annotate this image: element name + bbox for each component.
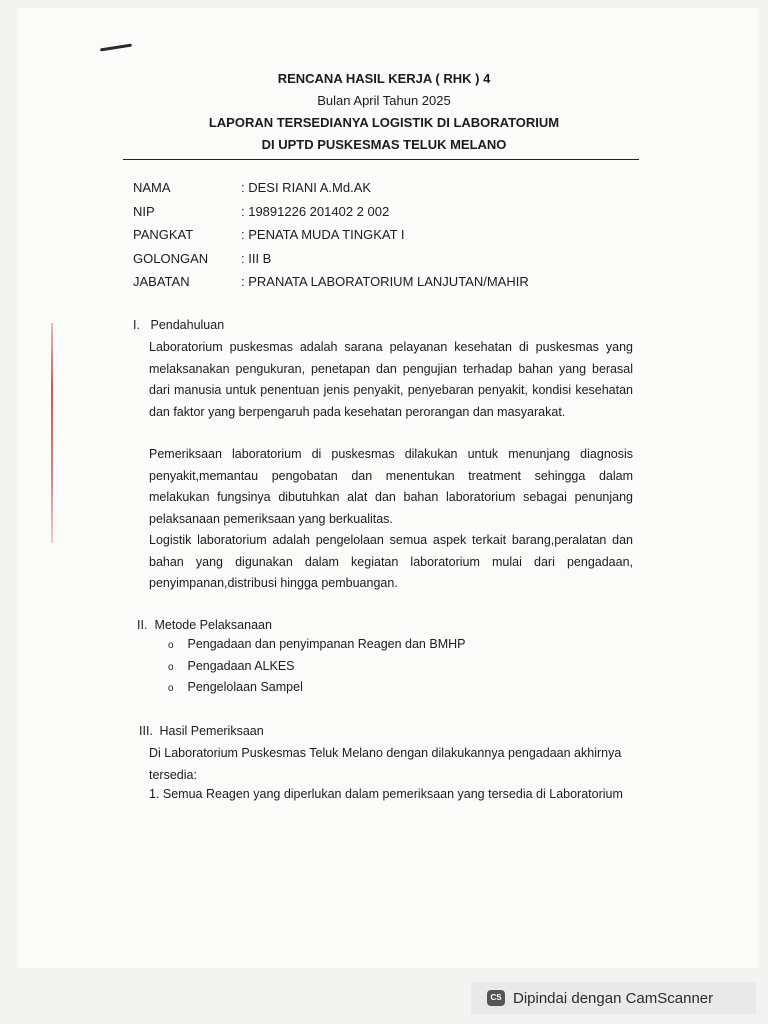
result-item-1: 1. Semua Reagen yang diperlukan dalam pemeriksaan yang tersedia di Laboratorium (149, 787, 623, 801)
method-list (168, 637, 465, 702)
identity-value: : PENATA MUDA TINGKAT I (241, 227, 405, 242)
section-1-heading (133, 318, 224, 332)
camscanner-watermark (471, 982, 756, 1014)
section-3-intro: Di Laboratorium Puskesmas Teluk Melano dengan dilakukannya pengadaan akhirnya tersedia: (149, 746, 622, 782)
report-period: Bulan April Tahun 2025 (317, 93, 451, 108)
section-title: Pendahuluan (150, 318, 225, 332)
identity-value: : III B (241, 250, 272, 266)
section-1-paragraph-3: Logistik laboratorium adalah pengelolaan semua aspek terkait barang,peralatan dan bahan yang digunakan dalam kegiatan laboratorium mulai dari pengadaan, penyimpanan,distribusi hingga pembuangan. (149, 533, 633, 590)
watermark-text: Dipindai dengan CamScanner (513, 989, 714, 1007)
camscanner-logo-icon: CS (487, 990, 505, 1006)
report-title-line3: LAPORAN TERSEDIANYA LOGISTIK DI LABORATORIUM (208, 115, 560, 130)
list-item: o Pengadaan dan penyimpanan Reagen dan BMHP (168, 637, 466, 651)
identity-label: NIP (133, 203, 155, 219)
identity-value: : DESI RIANI A.Md.AK (241, 180, 372, 195)
section-title: Hasil Pemeriksaan (159, 724, 264, 738)
report-title-line1: RENCANA HASIL KERJA ( RHK ) 4 (277, 71, 491, 86)
section-1-paragraph-2: Pemeriksaan laboratorium di puskesmas dilakukan untuk menunjang diagnosis penyakit,memantau pengobatan dan menentukan treatment sehingga dalam melakukan fungsinya dibutuhkan alat dan bahan laboratorium sebagai penunjang pelaksanaan pemeriksaan yang berkualitas. (149, 447, 633, 526)
section-1-paragraph-1: Laboratorium puskesmas adalah sarana pelayanan kesehatan di puskesmas yang melaksanakan pengukuran, penetapan dan pengujian terhadap bahan yang berasal dari manusia untuk penentuan jenis penyakit, penyebaran penyakit, kondisi kesehatan dan faktor yang berpengaruh pada kesehatan perorangan dan masyarakat. (149, 340, 633, 419)
identity-value: : 19891226 201402 2 002 (241, 203, 390, 219)
identity-label: PANGKAT (133, 227, 194, 242)
identity-label: NAMA (133, 180, 171, 195)
list-item: o Pengadaan ALKES (168, 658, 295, 673)
identity-label: GOLONGAN (133, 250, 209, 266)
identity-value: : PRANATA LABORATORIUM LANJUTAN/MAHIR (241, 274, 529, 289)
red-margin-mark (51, 323, 53, 543)
section-2-heading (137, 618, 272, 632)
report-title-line4: DI UPTD PUSKESMAS TELUK MELANO (261, 137, 507, 152)
hollow-bullet-icon: o (168, 661, 174, 673)
list-item: o Pengelolaan Sampel (168, 680, 303, 694)
header-divider (123, 159, 639, 160)
section-number: II. (137, 618, 148, 632)
hollow-bullet-icon: o (168, 683, 174, 694)
section-3-heading (139, 724, 264, 738)
section-title: Metode Pelaksanaan (154, 618, 272, 632)
hollow-bullet-icon: o (168, 640, 174, 651)
section-number: I. (133, 318, 140, 332)
identity-label: JABATAN (133, 274, 190, 289)
section-number: III. (139, 724, 153, 738)
